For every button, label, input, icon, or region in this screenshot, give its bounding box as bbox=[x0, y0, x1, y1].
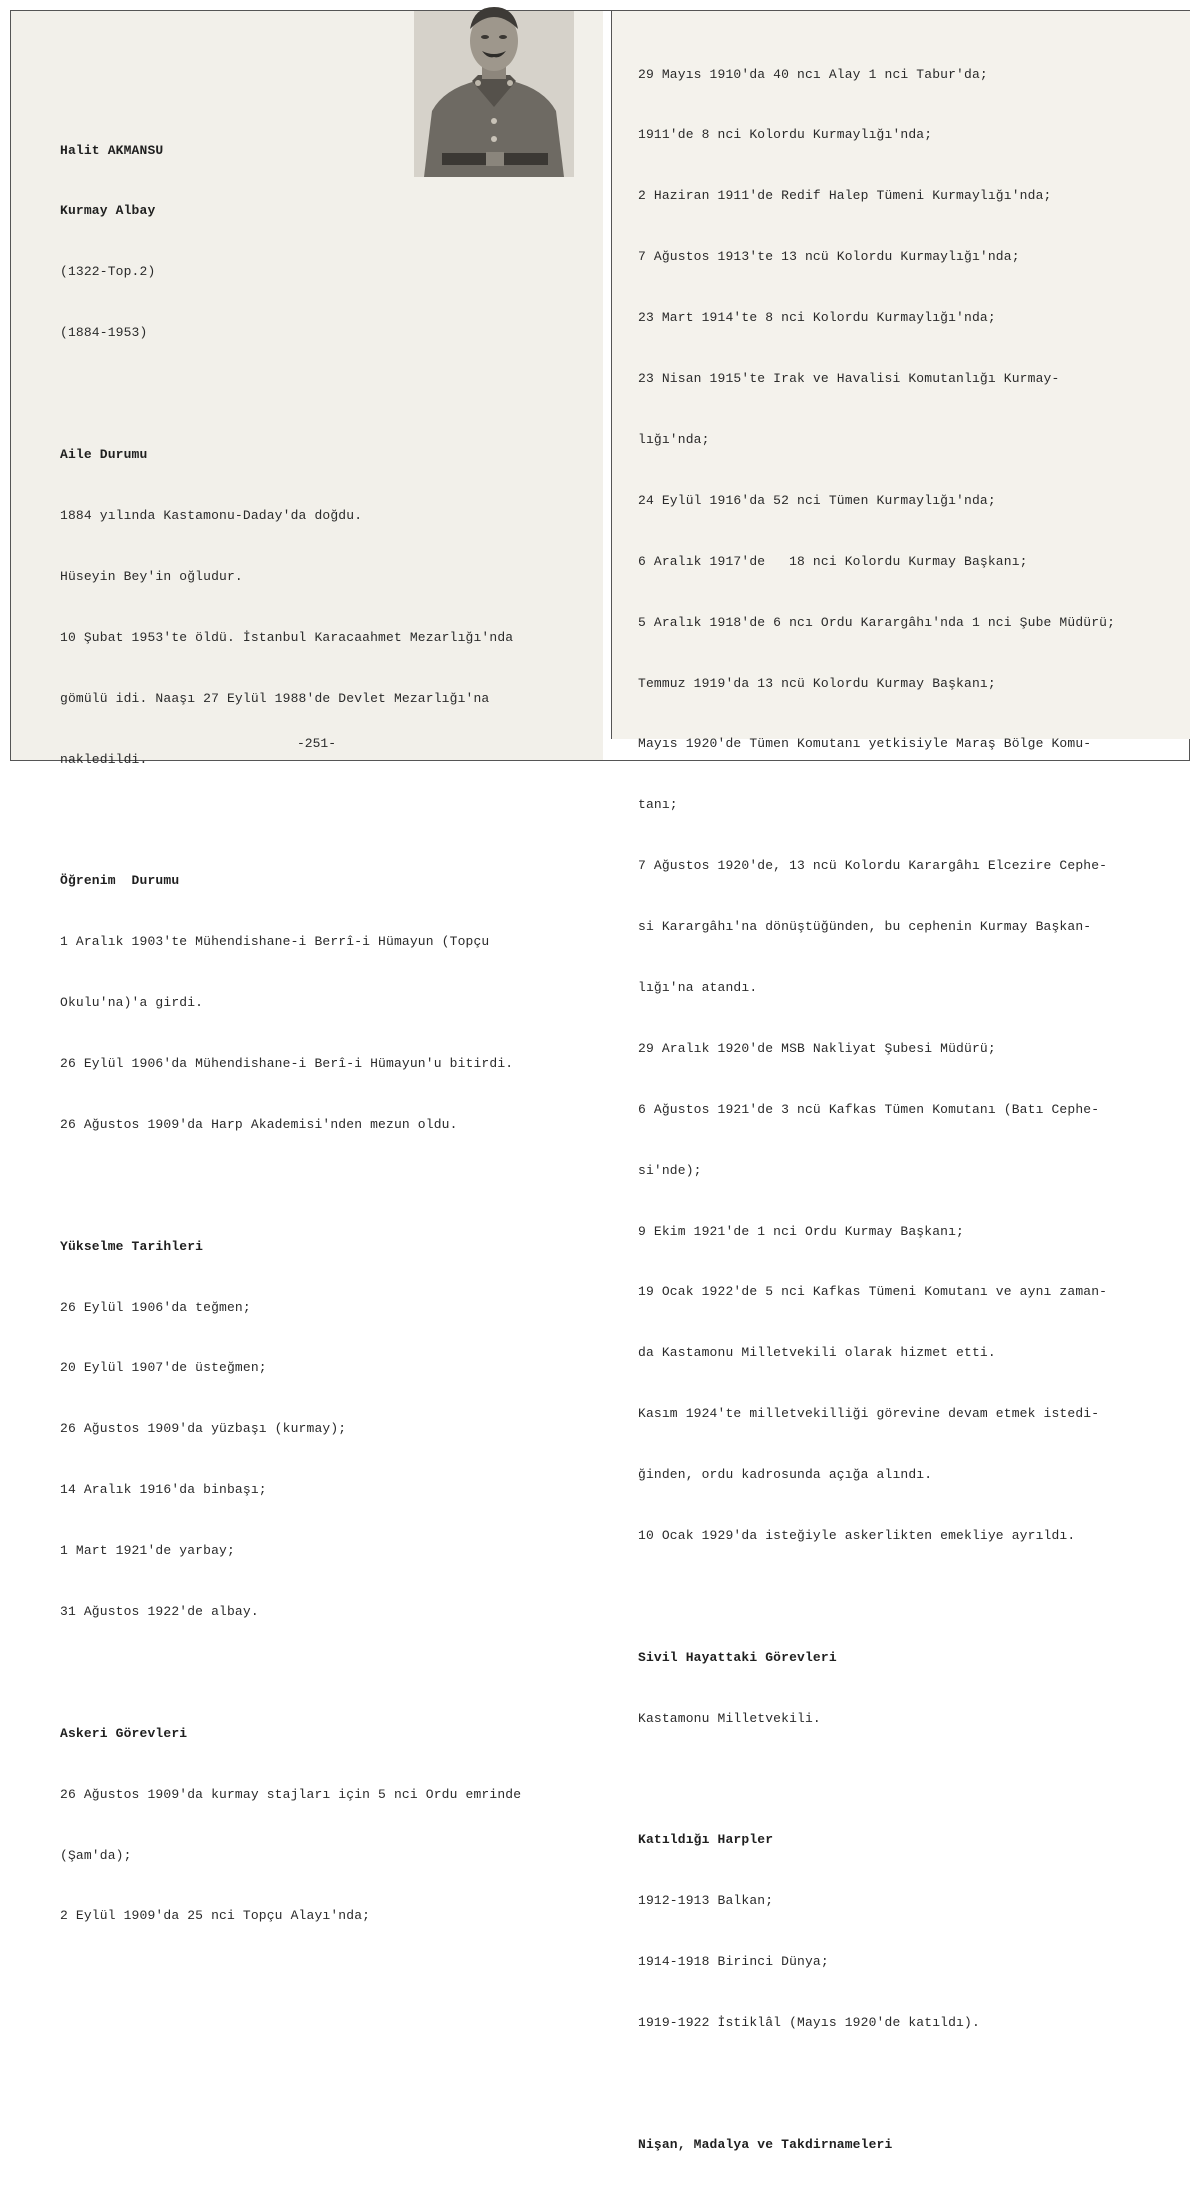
yukselme-line: 20 Eylül 1907'de üsteğmen; bbox=[60, 1360, 267, 1376]
askeri-line: (Şam'da); bbox=[60, 1847, 132, 1863]
gorev-line: da Kastamonu Milletvekili olarak hizmet etti. bbox=[638, 1345, 996, 1361]
harp-line: 1919-1922 İstiklâl (Mayıs 1920'de katıldı). bbox=[638, 2015, 980, 2031]
sivil-line: Kastamonu Milletvekili. bbox=[638, 1710, 821, 1726]
page-gutter bbox=[603, 11, 611, 760]
person-name: Halit AKMANSU bbox=[60, 142, 164, 158]
gorev-line: 29 Mayıs 1910'da 40 ncı Alay 1 nci Tabur'da; bbox=[638, 66, 988, 82]
gorev-line: lığı'nda; bbox=[638, 431, 710, 447]
right-page-text bbox=[638, 24, 1158, 2196]
scan-frame bbox=[10, 10, 1190, 2152]
gorev-line: Kasım 1924'te milletvekilliği görevine devam etmek istedi- bbox=[638, 1406, 1100, 1422]
section-heading-harpler: Katıldığı Harpler bbox=[638, 1832, 774, 1848]
gorev-line: 1911'de 8 nci Kolordu Kurmaylığı'nda; bbox=[638, 127, 933, 143]
left-page bbox=[11, 11, 604, 1924]
gorev-line: 6 Ağustos 1921'de 3 ncü Kafkas Tümen Komutanı (Batı Cephe- bbox=[638, 1101, 1100, 1117]
gorev-line: 23 Mart 1914'te 8 nci Kolordu Kurmaylığı'nda; bbox=[638, 310, 996, 326]
aile-line: 1884 yılında Kastamonu-Daday'da doğdu. bbox=[60, 507, 363, 523]
aile-line: gömülü idi. Naaşı 27 Eylül 1988'de Devlet Mezarlığı'na bbox=[60, 690, 490, 706]
gorev-line: Mayıs 1920'de Tümen Komutanı yetkisiyle Maraş Bölge Komu- bbox=[638, 736, 1092, 752]
yukselme-line: 26 Ağustos 1909'da yüzbaşı (kurmay); bbox=[60, 1421, 347, 1437]
person-years: (1884-1953) bbox=[60, 325, 148, 341]
gorev-line: 7 Ağustos 1920'de, 13 ncü Kolordu Karargâhı Elcezire Cephe- bbox=[638, 858, 1108, 874]
gorev-line: Temmuz 1919'da 13 ncü Kolordu Kurmay Başkanı; bbox=[638, 675, 996, 691]
gorev-line: 10 Ocak 1929'da isteğiyle askerlikten emekliye ayrıldı. bbox=[638, 1527, 1076, 1543]
section-heading-yukselme: Yükselme Tarihleri bbox=[60, 1238, 204, 1254]
left-page-text bbox=[60, 100, 583, 1967]
person-rank: Kurmay Albay bbox=[60, 203, 156, 219]
gorev-line: 29 Aralık 1920'de MSB Nakliyat Şubesi Müdürü; bbox=[638, 1040, 996, 1056]
gorev-line: ğinden, ordu kadrosunda açığa alındı. bbox=[638, 1467, 933, 1483]
section-heading-nisan: Nişan, Madalya ve Takdirnameleri bbox=[638, 2136, 893, 2152]
gorev-line: tanı; bbox=[638, 797, 678, 813]
askeri-line: 26 Ağustos 1909'da kurmay stajları için 5 nci Ordu emrinde bbox=[60, 1786, 522, 1802]
gorev-line: 2 Haziran 1911'de Redif Halep Tümeni Kurmaylığı'nda; bbox=[638, 188, 1052, 204]
gorev-line: 5 Aralık 1918'de 6 ncı Ordu Karargâhı'nda 1 nci Şube Müdürü; bbox=[638, 614, 1116, 630]
aile-line: Hüseyin Bey'in oğludur. bbox=[60, 568, 243, 584]
gorev-line: 19 Ocak 1922'de 5 nci Kafkas Tümeni Komutanı ve aynı zaman- bbox=[638, 1284, 1108, 1300]
gorev-line: 9 Ekim 1921'de 1 nci Ordu Kurmay Başkanı; bbox=[638, 1223, 965, 1239]
section-heading-aile: Aile Durumu bbox=[60, 447, 148, 463]
section-heading-askeri: Askeri Görevleri bbox=[60, 1725, 188, 1741]
yukselme-line: 1 Mart 1921'de yarbay; bbox=[60, 1543, 235, 1559]
ogrenim-line: 1 Aralık 1903'te Mühendishane-i Berrî-i Hümayun (Topçu bbox=[60, 934, 490, 950]
page-number: -251- bbox=[297, 736, 337, 751]
person-class: (1322-Top.2) bbox=[60, 264, 156, 280]
ogrenim-line: 26 Eylül 1906'da Mühendishane-i Berî-i Hümayun'u bitirdi. bbox=[60, 1055, 514, 1071]
harp-line: 1912-1913 Balkan; bbox=[638, 1893, 774, 1909]
gorev-line: 23 Nisan 1915'te Irak ve Havalisi Komutanlığı Kurmay- bbox=[638, 371, 1060, 387]
yukselme-line: 31 Ağustos 1922'de albay. bbox=[60, 1603, 259, 1619]
ogrenim-line: Okulu'na)'a girdi. bbox=[60, 995, 204, 1011]
section-heading-sivil: Sivil Hayattaki Görevleri bbox=[638, 1649, 837, 1665]
yukselme-line: 14 Aralık 1916'da binbaşı; bbox=[60, 1482, 267, 1498]
gorev-line: lığı'na atandı. bbox=[638, 979, 758, 995]
right-page bbox=[611, 11, 1190, 2152]
gorev-line: 7 Ağustos 1913'te 13 ncü Kolordu Kurmaylığı'nda; bbox=[638, 249, 1020, 265]
aile-line: 10 Şubat 1953'te öldü. İstanbul Karacaahmet Mezarlığı'nda bbox=[60, 629, 514, 645]
harp-line: 1914-1918 Birinci Dünya; bbox=[638, 1954, 829, 1970]
gorev-line: si Karargâhı'na dönüştüğünden, bu cephenin Kurmay Başkan- bbox=[638, 919, 1092, 935]
yukselme-line: 26 Eylül 1906'da teğmen; bbox=[60, 1299, 251, 1315]
askeri-line: 2 Eylül 1909'da 25 nci Topçu Alayı'nda; bbox=[60, 1908, 371, 1924]
gorev-line: 24 Eylül 1916'da 52 nci Tümen Kurmaylığı'nda; bbox=[638, 492, 996, 508]
gorev-line: si'nde); bbox=[638, 1162, 702, 1178]
ogrenim-line: 26 Ağustos 1909'da Harp Akademisi'nden mezun oldu. bbox=[60, 1116, 458, 1132]
section-heading-ogrenim: Öğrenim Durumu bbox=[60, 873, 180, 889]
aile-line: nakledildi. bbox=[60, 751, 148, 767]
gorev-line: 6 Aralık 1917'de 18 nci Kolordu Kurmay Başkanı; bbox=[638, 553, 1028, 569]
